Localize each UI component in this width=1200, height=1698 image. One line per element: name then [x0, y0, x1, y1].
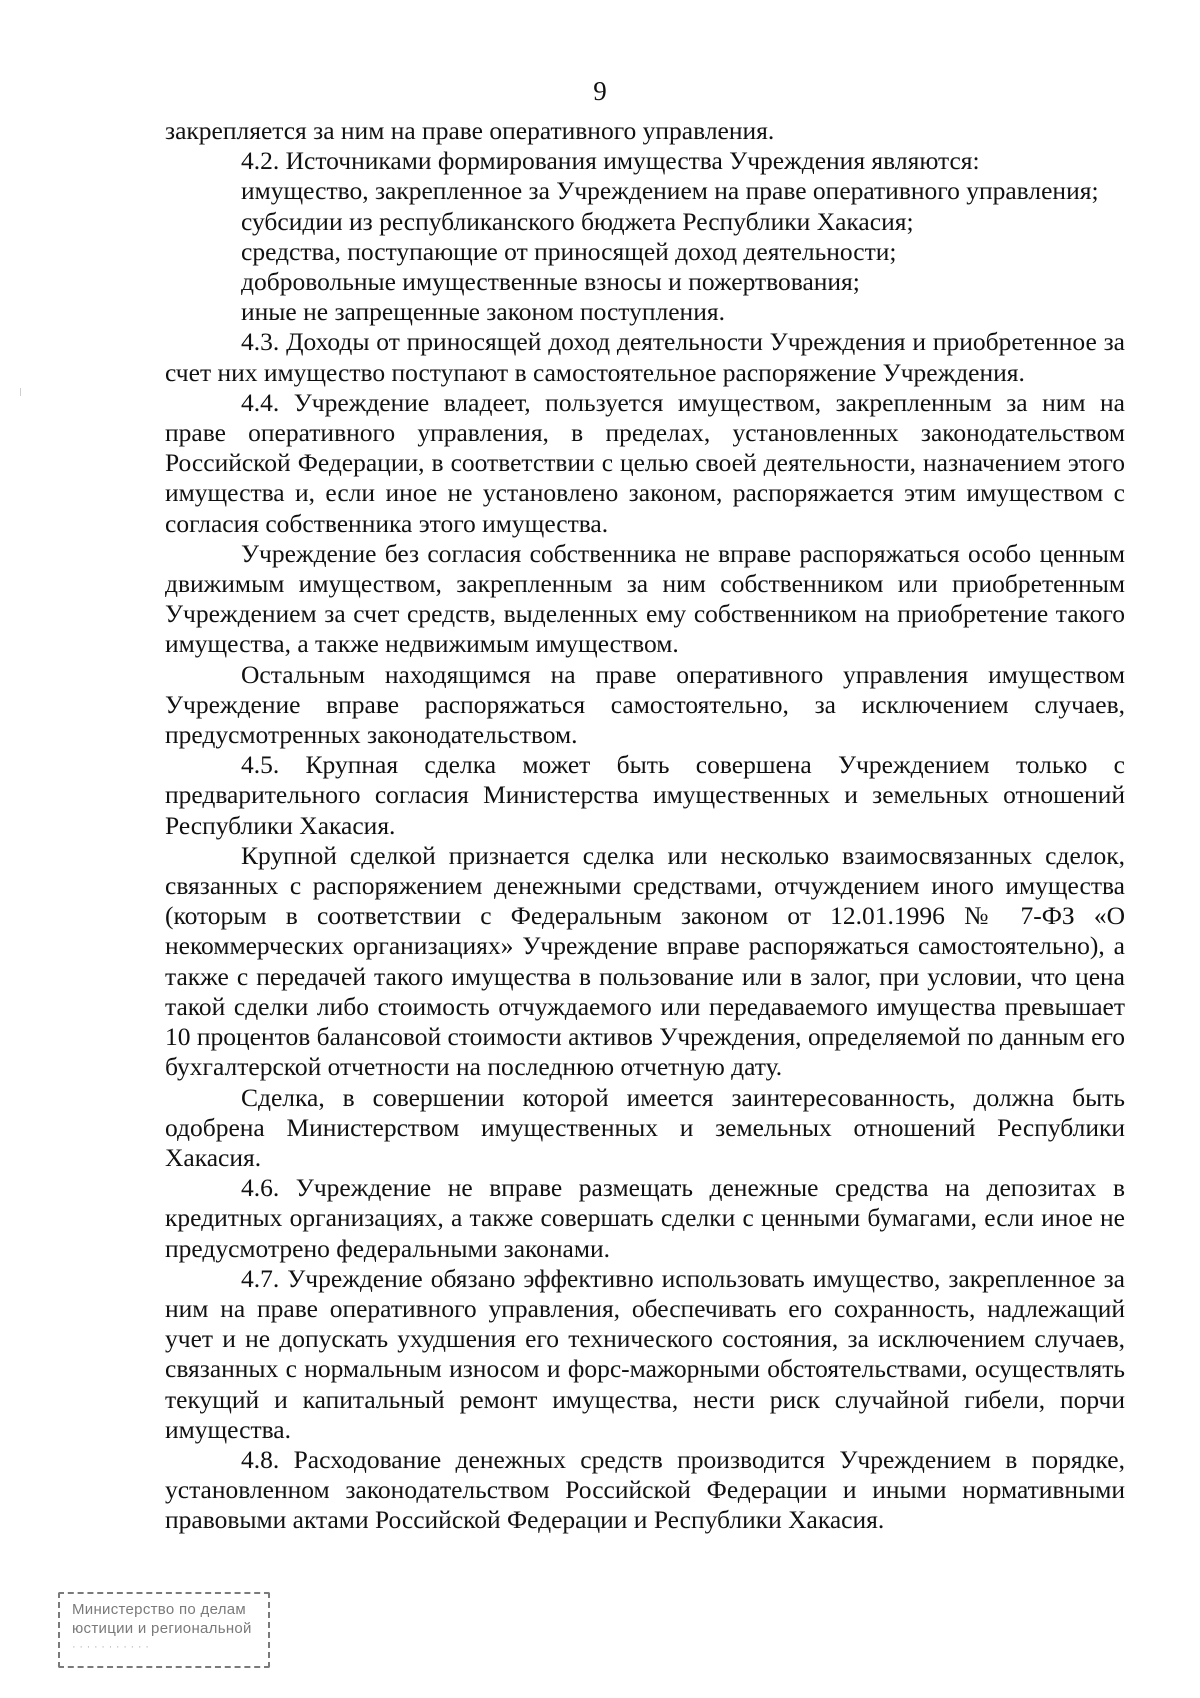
paragraph-4-4-other: Остальным находящимся на праве оперативного управления имуществом Учреждение вправе распоряжаться самостоятельно, за исключением случаев, предусмотренных законодательством. [165, 659, 1125, 750]
list-item-other: иные не запрещенные законом поступления. [241, 297, 725, 327]
list-item-subsidies: субсидии из республиканского бюджета Республики Хакасия; [241, 206, 914, 236]
paragraph-4-2: 4.2. Источниками формирования имущества Учреждения являются: [241, 146, 980, 176]
paragraph-4-7: 4.7. Учреждение обязано эффективно использовать имущество, закрепленное за ним на праве оперативного управления, обеспечивать его сохранность, надлежащий учет и не допускать ухудшения его технического состояния, за исключением случаев, связанных с нормальным износом и форс-мажорными обстоятельствами, осуществлять текущий и капитальный ремонт имущества, нести риск случайной гибели, порчи имущества. [165, 1263, 1125, 1444]
registration-stamp [58, 1592, 270, 1668]
paragraph-4-5-major-deal: Крупной сделкой признается сделка или несколько взаимосвязанных сделок, связанных с распоряжением денежными средствами, отчуждением иного имущества (которым в соответствии с Федеральным законом от 12.01.1996 № 7-ФЗ «О некоммерческих организациях» Учреждение вправе распоряжаться самостоятельно), а также с передачей такого имущества в пользование или в залог, при условии, что цена такой сделки либо стоимость отчуждаемого или передаваемого имущества превышает 10 процентов балансовой стоимости активов Учреждения, определяемой по данным его бухгалтерской отчетности на последнюю отчетную дату. [165, 840, 1125, 1082]
list-item-property: имущество, закрепленное за Учреждением на праве оперативного управления; [241, 176, 1099, 206]
stamp-line-2: юстиции и региональной [72, 1620, 252, 1637]
paragraph-4-4: 4.4. Учреждение владеет, пользуется имуществом, закрепленным за ним на праве оперативного управления, в пределах, установленных законодательством Российской Федерации, в соответствии с целью своей деятельности, назначением этого имущества и, если иное не установлено законом, распоряжается этим имуществом с согласия собственника этого имущества. [165, 387, 1125, 538]
paragraph-4-8: 4.8. Расходование денежных средств производится Учреждением в порядке, установленном законодательством Российской Федерации и иными нормативными правовыми актами Российской Федерации и Республики Хакасия. [165, 1444, 1125, 1535]
paragraph-4-6: 4.6. Учреждение не вправе размещать денежные средства на депозитах в кредитных организациях, а также совершать сделки с ценными бумагами, если иное не предусмотрено федеральными законами. [165, 1173, 1125, 1263]
stamp-line-1: Министерство по делам [72, 1601, 247, 1618]
page-number: 9 [593, 76, 607, 106]
scan-edge-mark [20, 388, 21, 396]
paragraph-4-3: 4.3. Доходы от приносящей доход деятельности Учреждения и приобретенное за счет них имущество поступают в самостоятельное распоряжение Учреждения. [165, 327, 1125, 387]
document-body [165, 116, 1125, 1536]
stamp-faint-line: · · · · · · · · · · · [72, 1641, 150, 1653]
list-item-donations: добровольные имущественные взносы и пожертвования; [241, 267, 860, 297]
list-item-income: средства, поступающие от приносящей доход деятельности; [241, 236, 897, 266]
paragraph-4-5-interest: Сделка, в совершении которой имеется заинтересованность, должна быть одобрена Министерством имущественных и земельных отношений Республики Хакасия. [165, 1082, 1125, 1172]
paragraph-continuation: закрепляется за ним на праве оперативного управления. [165, 116, 775, 145]
paragraph-4-5: 4.5. Крупная сделка может быть совершена Учреждением только с предварительного согласия Министерства имущественных и земельных отношений Республики Хакасия. [165, 750, 1125, 840]
paragraph-4-4-consent: Учреждение без согласия собственника не вправе распоряжаться особо ценным движимым имуществом, закрепленным за ним собственником или приобретенным Учреждением за счет средств, выделенных ему собственником на приобретение такого имущества, а также недвижимым имуществом. [165, 538, 1125, 659]
